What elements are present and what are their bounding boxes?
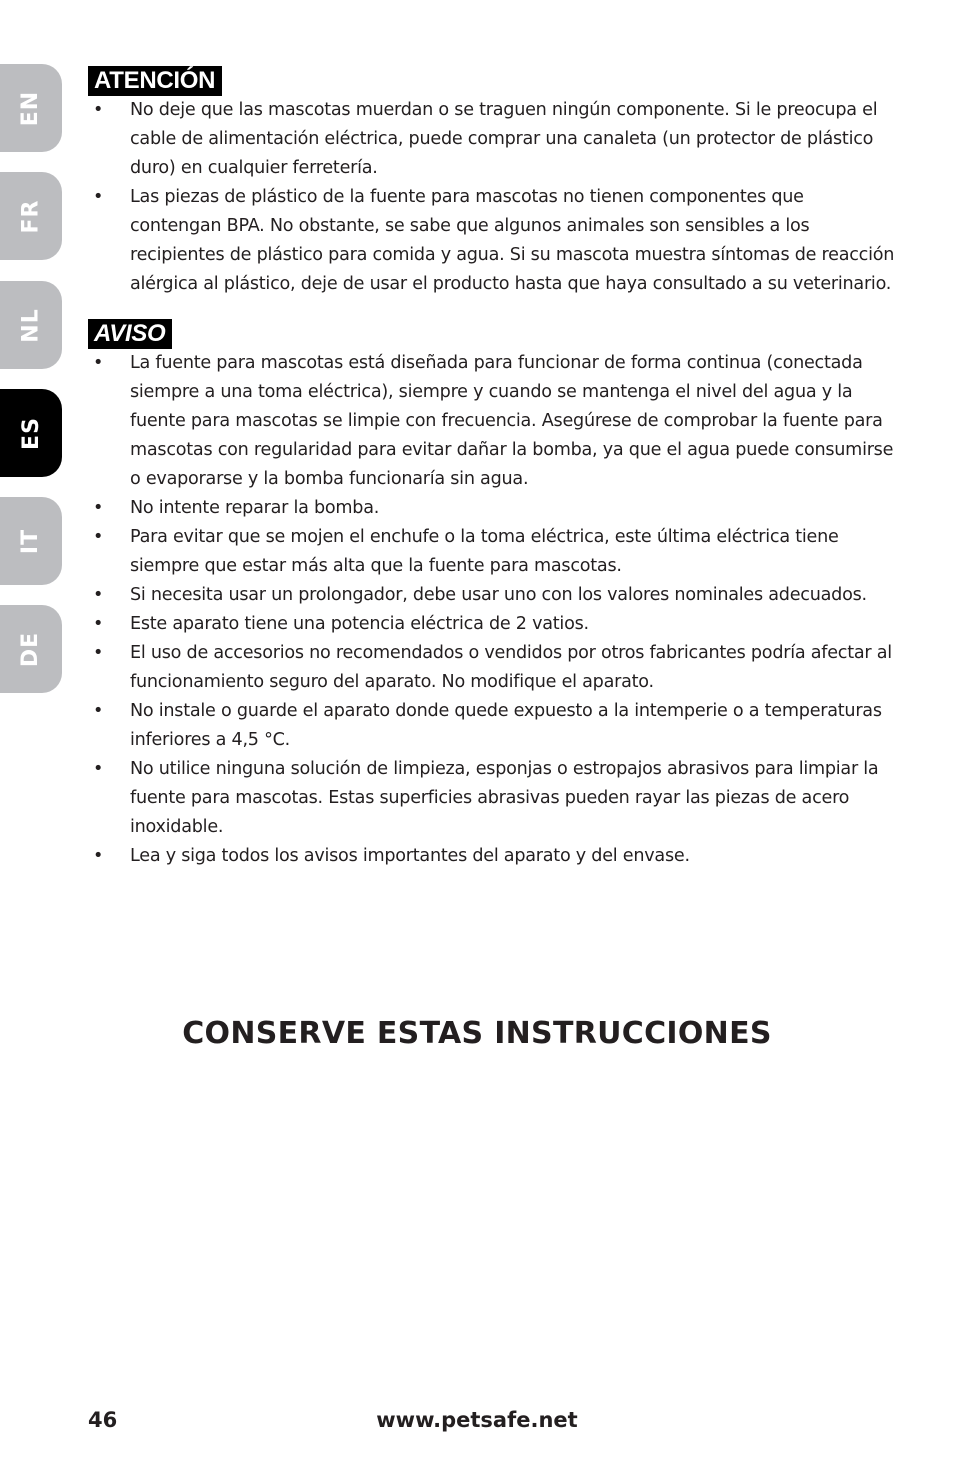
language-tab-fr[interactable] — [0, 172, 62, 260]
list-item-text: No deje que las mascotas muerdan o se traguen ningún componente. Si le preocupa el cable de alimentación eléctrica, puede comprar una canaleta (un protector de plástico duro) en cualquier ferretería. — [130, 100, 878, 178]
notice-heading: AVISO — [88, 319, 172, 349]
language-tab-es[interactable] — [0, 389, 62, 477]
list-item — [88, 639, 898, 697]
website-link[interactable]: www.petsafe.net — [376, 1408, 578, 1432]
page-number: 46 — [88, 1408, 118, 1432]
bullet-icon: • — [93, 614, 104, 634]
notice-section — [88, 319, 898, 871]
caution-list — [88, 96, 898, 299]
bullet-icon: • — [93, 498, 104, 518]
notice-list — [88, 349, 898, 871]
language-tab-label: EN — [18, 90, 44, 126]
list-item-text: No intente reparar la bomba. — [130, 498, 380, 518]
list-item-text: El uso de accesorios no recomendados o vendidos por otros fabricantes podría afectar al funcionamiento seguro del aparato. No modifique el aparato. — [130, 643, 892, 692]
language-tab-label: ES — [18, 416, 44, 450]
list-item — [88, 494, 898, 523]
caution-section — [88, 66, 898, 299]
list-item-text: La fuente para mascotas está diseñada para funcionar de forma continua (conectada siempre a una toma eléctrica), siempre y cuando se mantenga el nivel del agua y la fuente para mascotas se limpie con frecuencia. Asegúrese de comprobar la fuente para mascotas con regularidad para evitar dañar la bomba, ya que el agua puede consumirse o evaporarse y la bomba funcionaría sin agua. — [130, 353, 894, 489]
list-item — [88, 610, 898, 639]
main-content — [88, 66, 898, 871]
list-item — [88, 349, 898, 494]
list-item-text: Para evitar que se mojen el enchufe o la toma eléctrica, este última eléctrica tiene siempre que estar más alta que la fuente para mascotas. — [130, 527, 839, 576]
list-item-text: Si necesita usar un prolongador, debe usar uno con los valores nominales adecuados. — [130, 585, 867, 605]
language-tab-label: DE — [18, 631, 44, 667]
bullet-icon: • — [93, 187, 104, 207]
list-item-text: Lea y siga todos los avisos importantes del aparato y del envase. — [130, 846, 690, 866]
language-tab-nl[interactable] — [0, 281, 62, 369]
bullet-icon: • — [93, 643, 104, 663]
language-tab-label: NL — [18, 307, 44, 343]
list-item — [88, 581, 898, 610]
bullet-icon: • — [93, 759, 104, 779]
language-tab-label: IT — [18, 528, 44, 554]
list-item-text: Este aparato tiene una potencia eléctrica de 2 vatios. — [130, 614, 589, 634]
language-tab-it[interactable] — [0, 497, 62, 585]
list-item — [88, 183, 898, 299]
bullet-icon: • — [93, 527, 104, 547]
bullet-icon: • — [93, 701, 104, 721]
bullet-icon: • — [93, 100, 104, 120]
list-item — [88, 96, 898, 183]
language-tab-en[interactable] — [0, 64, 62, 152]
bullet-icon: • — [93, 585, 104, 605]
list-item — [88, 697, 898, 755]
bullet-icon: • — [93, 846, 104, 866]
list-item-text: Las piezas de plástico de la fuente para mascotas no tienen componentes que contengan BPA. No obstante, se sabe que algunos animales son sensibles a los recipientes de plástico para comida y agua. Si su mascota muestra síntomas de reacción alérgica al plástico, deje de usar el producto hasta que haya consultado a su veterinario. — [130, 187, 895, 294]
closing-title: CONSERVE ESTAS INSTRUCCIONES — [182, 1016, 772, 1051]
language-tab-de[interactable] — [0, 605, 62, 693]
bullet-icon: • — [93, 353, 104, 373]
caution-heading: ATENCIÓN — [88, 66, 222, 96]
list-item-text: No instale o guarde el aparato donde quede expuesto a la intemperie o a temperaturas inferiores a 4,5 °C. — [130, 701, 882, 750]
list-item — [88, 755, 898, 842]
list-item-text: No utilice ninguna solución de limpieza, esponjas o estropajos abrasivos para limpiar la fuente para mascotas. Estas superficies abrasivas pueden rayar las piezas de acero inoxidable. — [130, 759, 879, 837]
language-tab-label: FR — [18, 199, 44, 233]
list-item — [88, 842, 898, 871]
list-item — [88, 523, 898, 581]
